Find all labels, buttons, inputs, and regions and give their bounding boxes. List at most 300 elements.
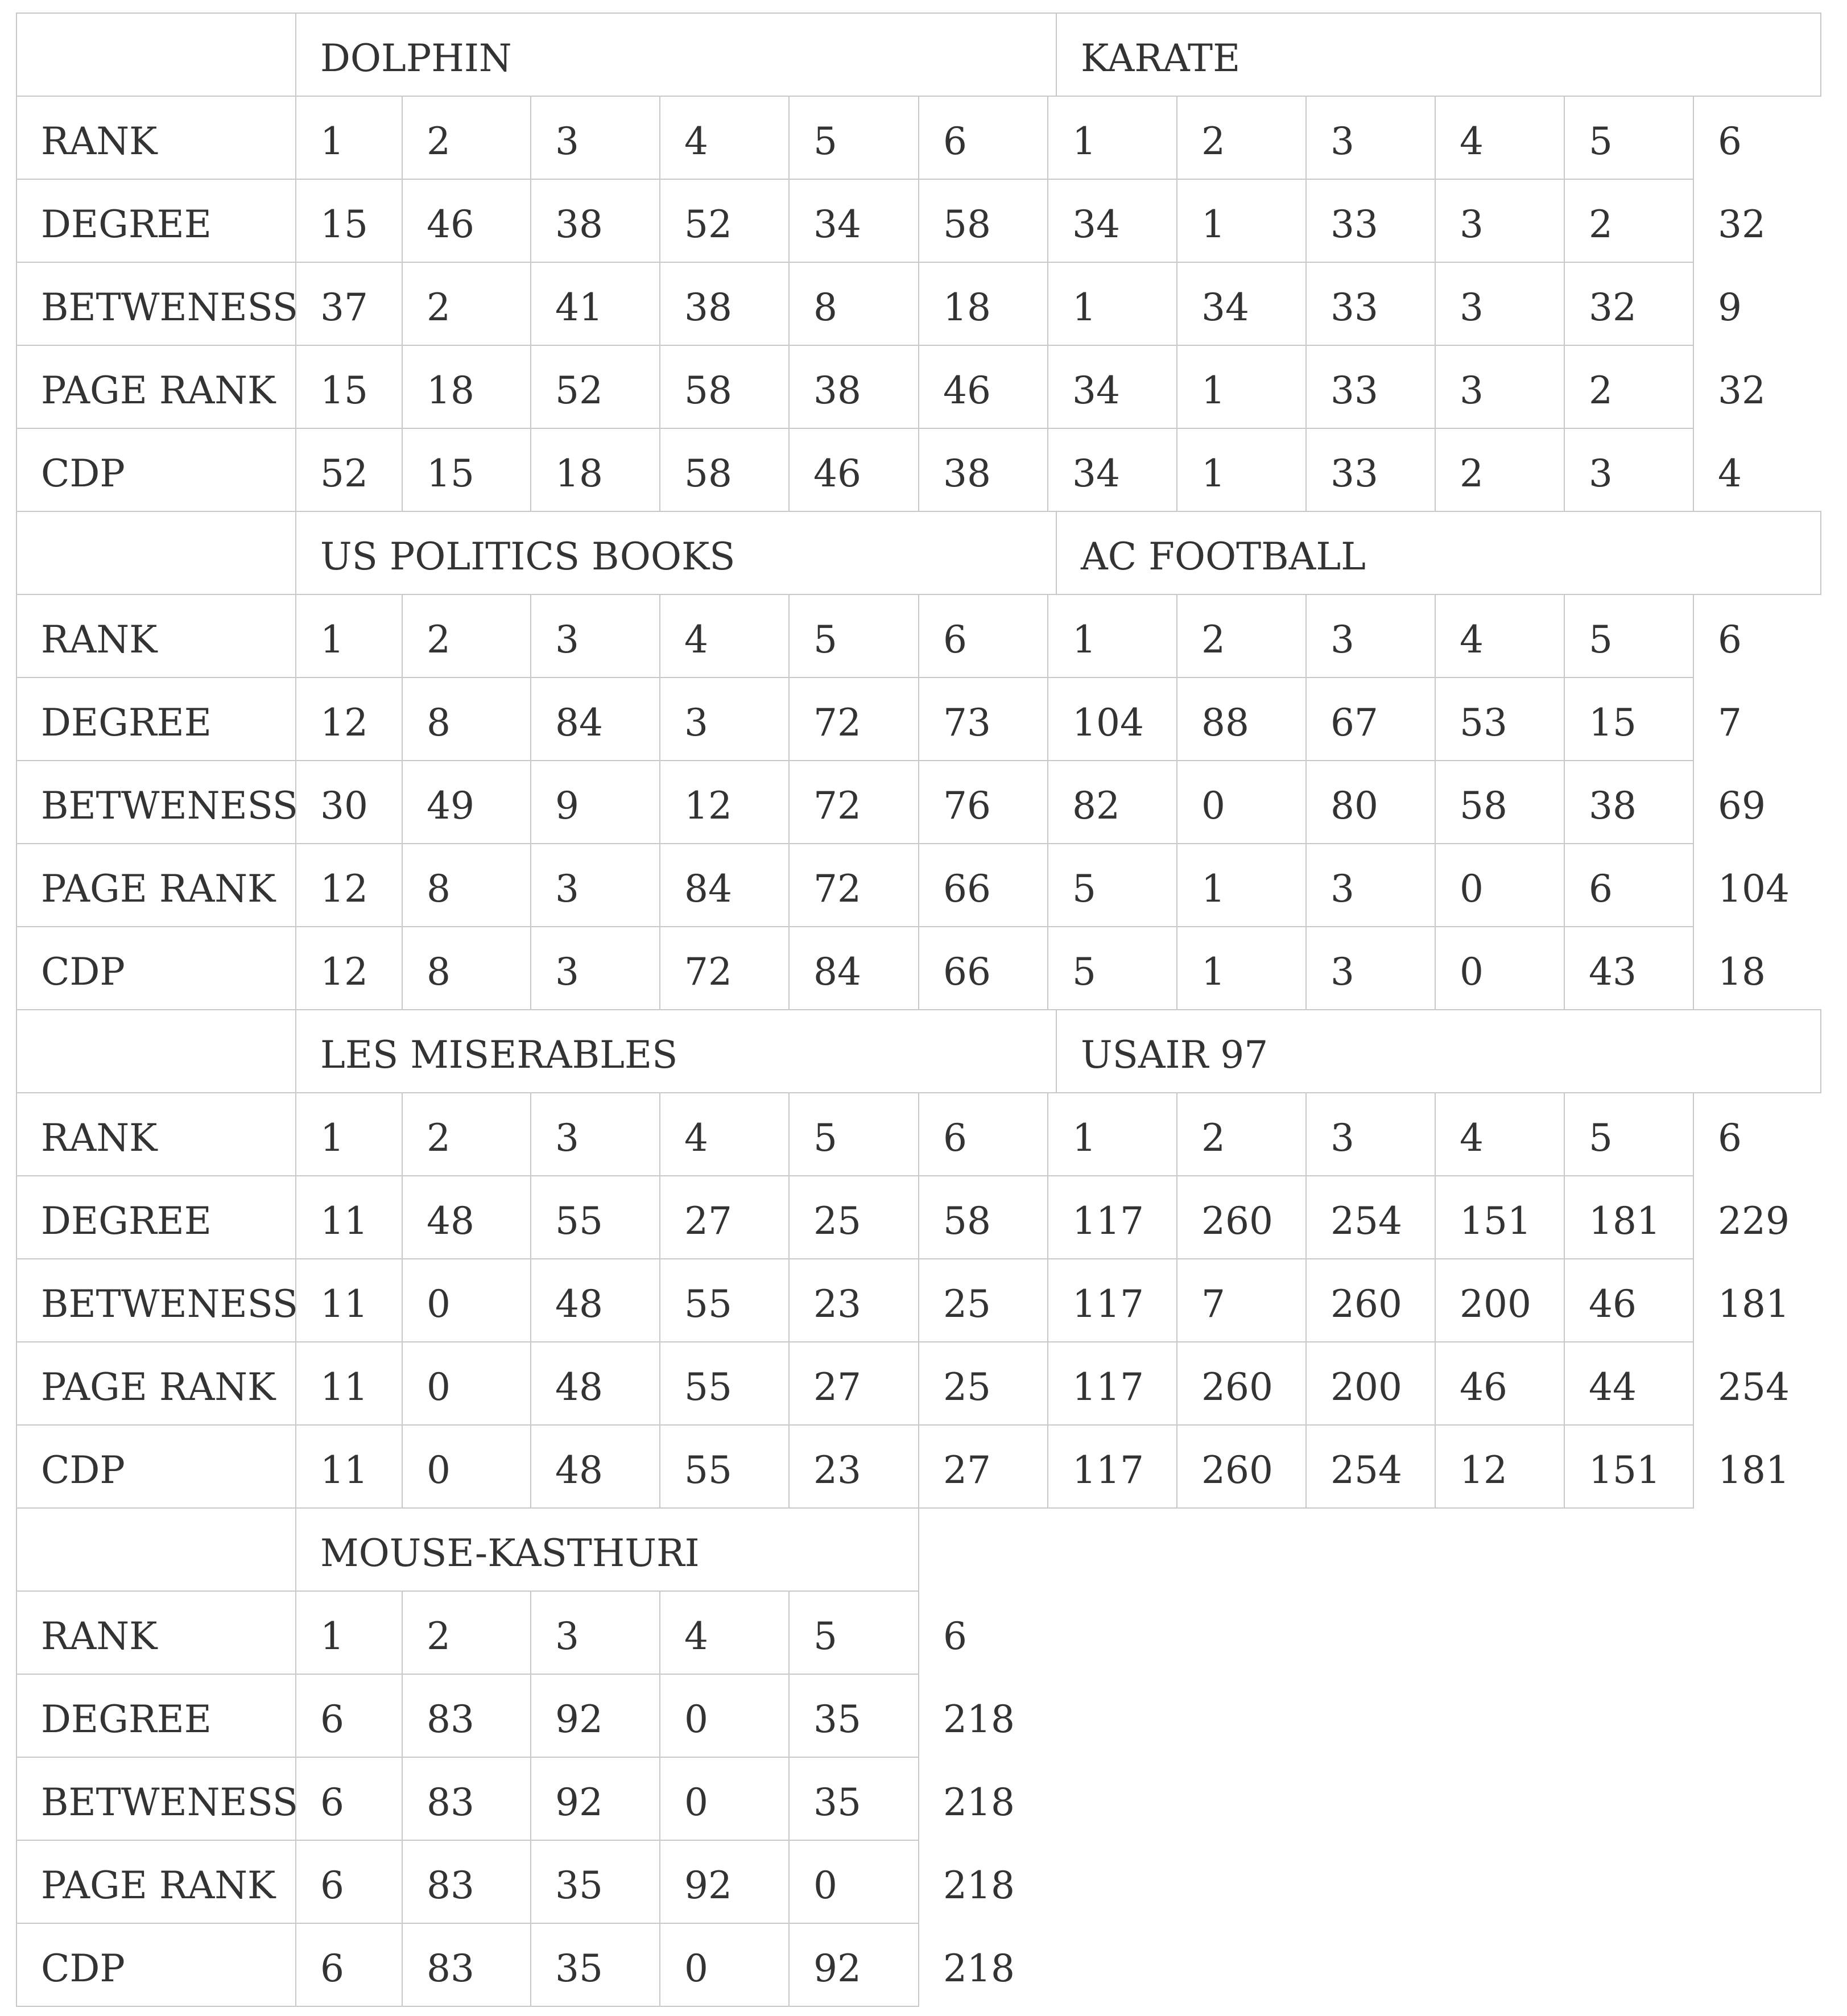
grid-line-vertical (16, 511, 17, 594)
grid-line-vertical (1047, 594, 1048, 1010)
grid-line-horizontal (16, 926, 1694, 927)
rank-cell: 3 (555, 119, 579, 163)
grid-line-vertical (1305, 1092, 1307, 1509)
value-cell: 2 (1589, 203, 1613, 246)
rank-cell: 4 (1460, 618, 1484, 662)
value-cell: 0 (684, 1780, 708, 1824)
grid-line-vertical (1047, 1092, 1048, 1509)
row-label: CDP (41, 1448, 125, 1492)
value-cell: 38 (684, 286, 732, 329)
value-cell: 12 (320, 701, 368, 745)
grid-line-vertical (295, 1009, 296, 1092)
value-cell: 25 (943, 1282, 991, 1326)
network-title: LES MISERABLES (320, 1033, 678, 1077)
grid-line-vertical (918, 96, 919, 512)
value-cell: 38 (943, 452, 991, 495)
rank-cell: 3 (555, 1116, 579, 1160)
value-cell: 55 (684, 1282, 732, 1326)
grid-line-vertical (1176, 96, 1177, 512)
value-cell: 8 (813, 286, 837, 329)
value-cell: 58 (1460, 784, 1507, 828)
grid-line-vertical (16, 1507, 17, 1591)
grid-line-vertical (788, 96, 790, 512)
value-cell: 32 (1718, 203, 1766, 246)
value-cell: 260 (1201, 1448, 1273, 1492)
rank-cell: 1 (320, 618, 344, 662)
grid-line-horizontal (1056, 594, 1821, 595)
grid-line-vertical (1820, 511, 1821, 595)
value-cell: 6 (320, 1947, 344, 1990)
value-cell: 73 (943, 701, 991, 745)
value-cell: 0 (684, 1697, 708, 1741)
grid-line-vertical (402, 1092, 403, 1509)
value-cell: 11 (320, 1448, 368, 1492)
value-cell: 1 (1201, 203, 1225, 246)
grid-line-vertical (918, 1591, 919, 2007)
value-cell: 3 (555, 867, 579, 911)
value-cell: 254 (1330, 1448, 1402, 1492)
value-cell: 4 (1718, 452, 1742, 495)
row-label: DEGREE (41, 203, 212, 246)
grid-line-horizontal (16, 428, 1694, 429)
value-cell: 15 (320, 203, 368, 246)
row-label: CDP (41, 950, 125, 994)
rank-cell: 2 (1201, 119, 1225, 163)
value-cell: 66 (943, 867, 991, 911)
value-cell: 58 (684, 452, 732, 495)
row-label: DEGREE (41, 1697, 212, 1741)
grid-line-vertical (918, 1092, 919, 1509)
value-cell: 151 (1460, 1199, 1531, 1243)
rank-cell: 2 (1201, 618, 1225, 662)
value-cell: 34 (1201, 286, 1249, 329)
grid-line-vertical (530, 1092, 531, 1509)
rank-cell: 6 (943, 618, 967, 662)
grid-line-vertical (530, 594, 531, 1010)
grid-line-horizontal (16, 1175, 1694, 1176)
value-cell: 2 (1460, 452, 1484, 495)
value-cell: 0 (1201, 784, 1225, 828)
value-cell: 48 (555, 1448, 603, 1492)
grid-line-horizontal (16, 1009, 1820, 1010)
row-label: RANK (41, 119, 158, 163)
value-cell: 218 (943, 1697, 1015, 1741)
value-cell: 83 (427, 1947, 474, 1990)
rank-cell: 4 (1460, 1116, 1484, 1160)
grid-line-horizontal (16, 1424, 1694, 1426)
grid-line-vertical (295, 511, 296, 594)
value-cell: 5 (1072, 867, 1096, 911)
value-cell: 11 (320, 1282, 368, 1326)
grid-line-vertical (918, 594, 919, 1010)
grid-line-vertical (16, 594, 17, 1010)
value-cell: 46 (427, 203, 474, 246)
rank-cell: 3 (555, 618, 579, 662)
value-cell: 0 (813, 1864, 837, 1907)
value-cell: 46 (1460, 1365, 1507, 1409)
value-cell: 254 (1718, 1365, 1790, 1409)
value-cell: 72 (813, 867, 861, 911)
value-cell: 3 (1460, 203, 1484, 246)
value-cell: 80 (1330, 784, 1378, 828)
rank-cell: 2 (427, 119, 451, 163)
value-cell: 69 (1718, 784, 1766, 828)
grid-line-horizontal (16, 1923, 919, 1924)
value-cell: 44 (1589, 1365, 1637, 1409)
value-cell: 18 (555, 452, 603, 495)
grid-line-horizontal (16, 345, 1694, 346)
value-cell: 6 (320, 1697, 344, 1741)
rank-cell: 1 (320, 1614, 344, 1658)
value-cell: 12 (1460, 1448, 1507, 1492)
grid-line-horizontal (16, 179, 1694, 180)
value-cell: 49 (427, 784, 474, 828)
row-label: DEGREE (41, 1199, 212, 1243)
rank-cell: 5 (813, 119, 837, 163)
grid-line-vertical (788, 594, 790, 1010)
grid-line-vertical (1305, 594, 1307, 1010)
value-cell: 11 (320, 1365, 368, 1409)
value-cell: 67 (1330, 701, 1378, 745)
value-cell: 27 (943, 1448, 991, 1492)
value-cell: 27 (684, 1199, 732, 1243)
value-cell: 92 (555, 1697, 603, 1741)
value-cell: 23 (813, 1282, 861, 1326)
rank-cell: 5 (1589, 119, 1613, 163)
value-cell: 55 (684, 1365, 732, 1409)
value-cell: 3 (1330, 867, 1354, 911)
grid-line-vertical (1176, 594, 1177, 1010)
grid-line-vertical (1056, 511, 1057, 594)
rank-cell: 5 (813, 618, 837, 662)
grid-line-vertical (788, 1092, 790, 1509)
grid-line-horizontal (1056, 1092, 1821, 1093)
rank-cell: 6 (943, 1116, 967, 1160)
rank-cell: 3 (1330, 119, 1354, 163)
value-cell: 3 (1460, 369, 1484, 412)
rank-cell: 2 (427, 1614, 451, 1658)
value-cell: 23 (813, 1448, 861, 1492)
value-cell: 48 (555, 1365, 603, 1409)
value-cell: 46 (1589, 1282, 1637, 1326)
value-cell: 200 (1460, 1282, 1531, 1326)
value-cell: 46 (943, 369, 991, 412)
grid-line-vertical (16, 96, 17, 512)
grid-line-vertical (16, 1009, 17, 1092)
rank-cell: 1 (320, 119, 344, 163)
grid-line-vertical (659, 594, 660, 1010)
value-cell: 1 (1201, 867, 1225, 911)
network-title: AC FOOTBALL (1081, 535, 1366, 579)
value-cell: 43 (1589, 950, 1637, 994)
rank-cell: 3 (1330, 618, 1354, 662)
rank-cell: 5 (1589, 1116, 1613, 1160)
value-cell: 12 (320, 867, 368, 911)
row-label: DEGREE (41, 701, 212, 745)
rank-cell: 6 (943, 1614, 967, 1658)
value-cell: 2 (427, 286, 451, 329)
rank-cell: 4 (684, 618, 708, 662)
value-cell: 27 (813, 1365, 861, 1409)
network-title: USAIR 97 (1081, 1033, 1268, 1077)
value-cell: 30 (320, 784, 368, 828)
row-label: BETWENESS (41, 1780, 298, 1824)
value-cell: 117 (1072, 1365, 1144, 1409)
rank-cell: 5 (1589, 618, 1613, 662)
value-cell: 0 (1460, 950, 1484, 994)
value-cell: 117 (1072, 1199, 1144, 1243)
grid-line-horizontal (16, 760, 1694, 761)
value-cell: 52 (320, 452, 368, 495)
value-cell: 6 (1589, 867, 1613, 911)
rank-cell: 6 (1718, 1116, 1742, 1160)
value-cell: 38 (555, 203, 603, 246)
value-cell: 0 (427, 1282, 451, 1326)
value-cell: 8 (427, 867, 451, 911)
value-cell: 33 (1330, 452, 1378, 495)
value-cell: 9 (555, 784, 579, 828)
row-label: CDP (41, 1947, 125, 1990)
value-cell: 41 (555, 286, 603, 329)
value-cell: 83 (427, 1697, 474, 1741)
value-cell: 25 (813, 1199, 861, 1243)
grid-line-vertical (1693, 96, 1694, 512)
grid-line-vertical (1693, 594, 1694, 1010)
value-cell: 38 (813, 369, 861, 412)
value-cell: 3 (555, 950, 579, 994)
grid-line-horizontal (1056, 96, 1821, 97)
value-cell: 117 (1072, 1448, 1144, 1492)
value-cell: 46 (813, 452, 861, 495)
grid-line-vertical (1564, 96, 1565, 512)
value-cell: 12 (684, 784, 732, 828)
value-cell: 18 (427, 369, 474, 412)
value-cell: 92 (813, 1947, 861, 1990)
value-cell: 218 (943, 1947, 1015, 1990)
value-cell: 260 (1330, 1282, 1402, 1326)
row-label: PAGE RANK (41, 369, 276, 412)
network-title: MOUSE-KASTHURI (320, 1531, 700, 1575)
row-label: BETWENESS (41, 1282, 298, 1326)
value-cell: 5 (1072, 950, 1096, 994)
grid-line-horizontal (16, 262, 1694, 263)
rank-cell: 1 (1072, 1116, 1096, 1160)
grid-line-horizontal (16, 1341, 1694, 1342)
value-cell: 33 (1330, 203, 1378, 246)
value-cell: 1 (1201, 369, 1225, 412)
grid-line-vertical (1820, 13, 1821, 97)
value-cell: 0 (427, 1365, 451, 1409)
grid-line-vertical (1435, 1092, 1436, 1509)
grid-line-vertical (16, 13, 17, 96)
value-cell: 11 (320, 1199, 368, 1243)
value-cell: 48 (427, 1199, 474, 1243)
value-cell: 84 (684, 867, 732, 911)
value-cell: 3 (1460, 286, 1484, 329)
rank-cell: 2 (1201, 1116, 1225, 1160)
value-cell: 151 (1589, 1448, 1660, 1492)
value-cell: 260 (1201, 1199, 1273, 1243)
value-cell: 200 (1330, 1365, 1402, 1409)
value-cell: 181 (1718, 1448, 1790, 1492)
value-cell: 58 (684, 369, 732, 412)
grid-line-vertical (1435, 594, 1436, 1010)
rank-cell: 4 (684, 119, 708, 163)
value-cell: 58 (943, 203, 991, 246)
rank-cell: 6 (1718, 618, 1742, 662)
rank-cell: 2 (427, 618, 451, 662)
value-cell: 83 (427, 1864, 474, 1907)
value-cell: 55 (555, 1199, 603, 1243)
value-cell: 1 (1201, 950, 1225, 994)
value-cell: 229 (1718, 1199, 1790, 1243)
grid-line-vertical (530, 96, 531, 512)
value-cell: 33 (1330, 286, 1378, 329)
value-cell: 9 (1718, 286, 1742, 329)
value-cell: 38 (1589, 784, 1637, 828)
value-cell: 55 (684, 1448, 732, 1492)
value-cell: 8 (427, 701, 451, 745)
grid-line-horizontal (16, 1840, 919, 1841)
grid-line-vertical (1564, 594, 1565, 1010)
grid-line-vertical (1056, 13, 1057, 96)
value-cell: 37 (320, 286, 368, 329)
grid-line-horizontal (16, 843, 1694, 844)
value-cell: 32 (1718, 369, 1766, 412)
grid-line-vertical (402, 1591, 403, 2007)
grid-line-vertical (402, 594, 403, 1010)
grid-line-horizontal (16, 1507, 918, 1509)
value-cell: 12 (320, 950, 368, 994)
rank-cell: 3 (555, 1614, 579, 1658)
row-label: CDP (41, 452, 125, 495)
grid-line-vertical (788, 1591, 790, 2007)
value-cell: 34 (1072, 452, 1120, 495)
value-cell: 35 (813, 1780, 861, 1824)
grid-line-vertical (16, 1092, 17, 1509)
value-cell: 181 (1718, 1282, 1790, 1326)
value-cell: 104 (1072, 701, 1144, 745)
value-cell: 18 (943, 286, 991, 329)
value-cell: 15 (427, 452, 474, 495)
row-label: BETWENESS (41, 286, 298, 329)
rank-cell: 5 (813, 1614, 837, 1658)
rank-cell: 1 (1072, 618, 1096, 662)
value-cell: 84 (813, 950, 861, 994)
grid-line-vertical (1056, 1009, 1057, 1092)
value-cell: 72 (813, 701, 861, 745)
rank-cell: 3 (1330, 1116, 1354, 1160)
row-label: PAGE RANK (41, 1864, 276, 1907)
value-cell: 6 (320, 1864, 344, 1907)
grid-line-vertical (1820, 1009, 1821, 1093)
value-cell: 15 (1589, 701, 1637, 745)
grid-line-horizontal (16, 1258, 1694, 1259)
rank-cell: 1 (320, 1116, 344, 1160)
rank-cell: 6 (1718, 119, 1742, 163)
grid-line-vertical (295, 13, 296, 96)
value-cell: 72 (684, 950, 732, 994)
value-cell: 25 (943, 1365, 991, 1409)
value-cell: 35 (555, 1947, 603, 1990)
value-cell: 260 (1201, 1365, 1273, 1409)
grid-line-horizontal (16, 511, 1820, 512)
value-cell: 35 (813, 1697, 861, 1741)
value-cell: 66 (943, 950, 991, 994)
value-cell: 117 (1072, 1282, 1144, 1326)
value-cell: 7 (1201, 1282, 1225, 1326)
value-cell: 0 (684, 1947, 708, 1990)
network-title: US POLITICS BOOKS (320, 535, 736, 579)
rank-cell: 4 (684, 1116, 708, 1160)
value-cell: 218 (943, 1864, 1015, 1907)
value-cell: 218 (943, 1780, 1015, 1824)
grid-line-vertical (16, 1591, 17, 2007)
grid-line-vertical (402, 96, 403, 512)
value-cell: 254 (1330, 1199, 1402, 1243)
value-cell: 2 (1589, 369, 1613, 412)
value-cell: 181 (1589, 1199, 1660, 1243)
grid-line-horizontal (16, 1757, 919, 1758)
grid-line-vertical (1564, 1092, 1565, 1509)
value-cell: 84 (555, 701, 603, 745)
grid-line-vertical (530, 1591, 531, 2007)
value-cell: 1 (1201, 452, 1225, 495)
value-cell: 48 (555, 1282, 603, 1326)
value-cell: 34 (1072, 203, 1120, 246)
grid-line-horizontal (16, 1591, 919, 1592)
grid-line-horizontal (16, 1674, 919, 1675)
grid-line-horizontal (16, 677, 1694, 678)
value-cell: 76 (943, 784, 991, 828)
grid-line-vertical (1176, 1092, 1177, 1509)
rank-cell: 4 (684, 1614, 708, 1658)
grid-line-vertical (1693, 1092, 1694, 1509)
value-cell: 53 (1460, 701, 1507, 745)
row-label: PAGE RANK (41, 1365, 276, 1409)
row-label: PAGE RANK (41, 867, 276, 911)
grid-line-horizontal (16, 2006, 919, 2007)
value-cell: 72 (813, 784, 861, 828)
value-cell: 88 (1201, 701, 1249, 745)
grid-line-horizontal (16, 13, 1820, 14)
value-cell: 3 (684, 701, 708, 745)
grid-line-vertical (659, 1092, 660, 1509)
value-cell: 52 (555, 369, 603, 412)
row-label: BETWENESS (41, 784, 298, 828)
value-cell: 92 (684, 1864, 732, 1907)
rank-cell: 6 (943, 119, 967, 163)
grid-line-vertical (1435, 96, 1436, 512)
row-label: RANK (41, 1116, 158, 1160)
rank-cell: 1 (1072, 119, 1096, 163)
value-cell: 7 (1718, 701, 1742, 745)
value-cell: 3 (1589, 452, 1613, 495)
value-cell: 6 (320, 1780, 344, 1824)
grid-line-vertical (659, 96, 660, 512)
value-cell: 15 (320, 369, 368, 412)
row-label: RANK (41, 1614, 158, 1658)
value-cell: 1 (1072, 286, 1096, 329)
value-cell: 34 (813, 203, 861, 246)
value-cell: 52 (684, 203, 732, 246)
value-cell: 34 (1072, 369, 1120, 412)
grid-line-vertical (1047, 96, 1048, 512)
value-cell: 3 (1330, 950, 1354, 994)
network-title: DOLPHIN (320, 36, 512, 80)
value-cell: 82 (1072, 784, 1120, 828)
rank-cell: 4 (1460, 119, 1484, 163)
